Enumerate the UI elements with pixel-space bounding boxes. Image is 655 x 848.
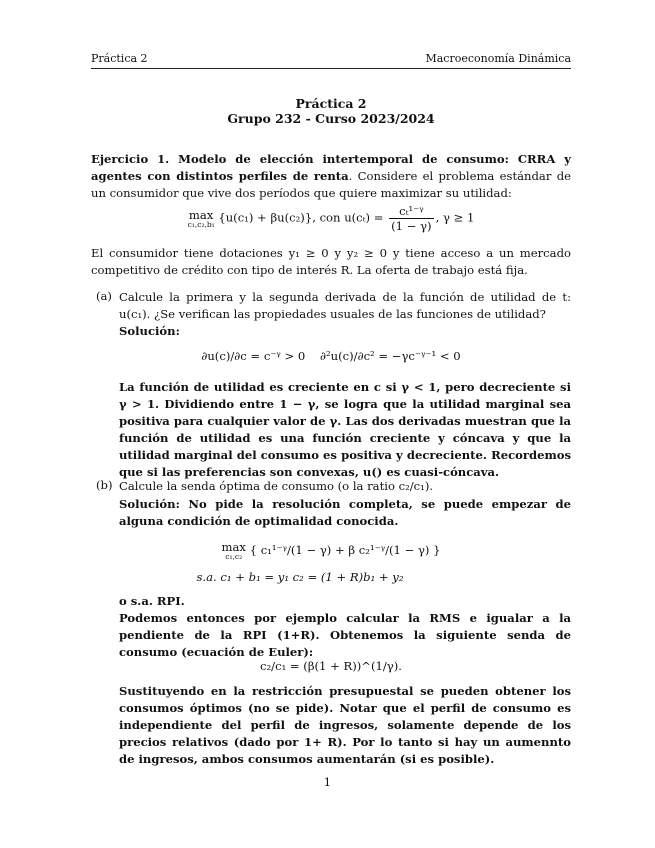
utility-body: {u(c₁) + βu(c₂)}, con u(cₜ) = <box>218 210 384 225</box>
page-subtitle: Grupo 232 - Curso 2023/2024 <box>227 111 435 126</box>
part-b-solution: Solución: No pide la resolución completa, se puede empezar de alguna condición de optimalidad conocida. <box>119 497 571 528</box>
max-subscript: c₁,c₂,b₁ <box>187 219 215 229</box>
part-b-question: Calcule la senda óptima de consumo (o la ratio c₂/c₁). <box>119 479 434 493</box>
part-b-label: (b) <box>96 478 113 492</box>
first-derivative: ∂u(c)/∂c = c⁻ᵞ > 0 <box>201 349 306 363</box>
part-b-conclusion: Sustituyendo en la restricción presupuestal se pueden obtener los consumos óptimos (no se pide). Notar que el perfil de consumo es independiente del perfil de ingresos, solamente depende de los precios relativos (dado por 1+ R). Por lo tanto si hay un aumennto de ingresos, ambos consumos aumentarán (si es posible). <box>119 684 571 766</box>
utility-equation <box>91 204 571 233</box>
max-operator: max <box>188 207 214 222</box>
derivatives-equation <box>91 349 571 363</box>
rms-text: Podemos entonces por ejemplo calcular la RMS e igualar a la pendiente de la RPI (1+R). Obtenemos la siguiente senda de consumo (ecuación de Euler): <box>119 611 571 659</box>
header-rule <box>91 68 571 69</box>
or-rpi-text: o s.a. RPI. <box>119 594 185 608</box>
constraint-equation: s.a. c₁ + b₁ = y₁ c₂ = (1 + R)b₁ + y₂ <box>196 570 404 584</box>
crra-fraction <box>389 204 433 233</box>
problem-body: { c₁¹⁻ᵞ/(1 − γ) + β c₂¹⁻ᵞ/(1 − γ) } <box>249 543 441 557</box>
header-right: Macroeconomía Dinámica <box>425 52 571 65</box>
page-title: Práctica 2 <box>295 96 367 111</box>
euler-equation: c₂/c₁ = (β(1 + R))^(1/γ). <box>260 659 402 673</box>
part-a-solution-label: Solución: <box>119 324 180 338</box>
second-derivative: ∂²u(c)/∂c² = −γc⁻ᵞ⁻¹ < 0 <box>320 349 461 363</box>
page-number: 1 <box>323 775 332 789</box>
crra-numerator: cₜ¹⁻ᵞ <box>389 204 433 219</box>
problem-max-operator: max <box>221 540 246 554</box>
header-left: Práctica 2 <box>91 52 148 65</box>
problem-max-subscript: c₁,c₂ <box>225 552 243 561</box>
exercise-heading: Ejercicio 1. Modelo de elección intertemporal de consumo: CRRA y agentes con distintos perfiles de renta <box>91 152 571 183</box>
part-a-answer: La función de utilidad es creciente en c si γ < 1, pero decreciente si γ > 1. Dividiendo entre 1 − γ, se logra que la utilidad marginal sea positiva para cualquier valor de γ. Las dos derivadas muestran que la función de utilidad es una función creciente y cóncava y que la utilidad marginal del consumo es positiva y decreciente. Recordemos que si las preferencias son convexas, u() es cuasi-cóncava. <box>119 380 571 479</box>
part-a-label: (a) <box>96 289 112 303</box>
endowment-text: El consumidor tiene dotaciones y₁ ≥ 0 y y₂ ≥ 0 y tiene acceso a un mercado competitivo de crédito con tipo de interés R. La oferta de trabajo está fija. <box>91 246 571 277</box>
part-a-question: Calcule la primera y la segunda derivada de la función de utilidad de t: u(c₁). ¿Se verifican las propiedades usuales de las funciones de utilidad? <box>119 290 571 321</box>
utility-tail: , γ ≥ 1 <box>435 210 475 225</box>
exercise-intro-text: . Considere el problema estándar de un consumidor que vive dos períodos que quiere maximizar su utilidad: <box>91 169 571 200</box>
exercise-intro <box>91 151 571 202</box>
problem-equation <box>91 541 571 561</box>
crra-denominator: (1 − γ) <box>391 219 432 233</box>
